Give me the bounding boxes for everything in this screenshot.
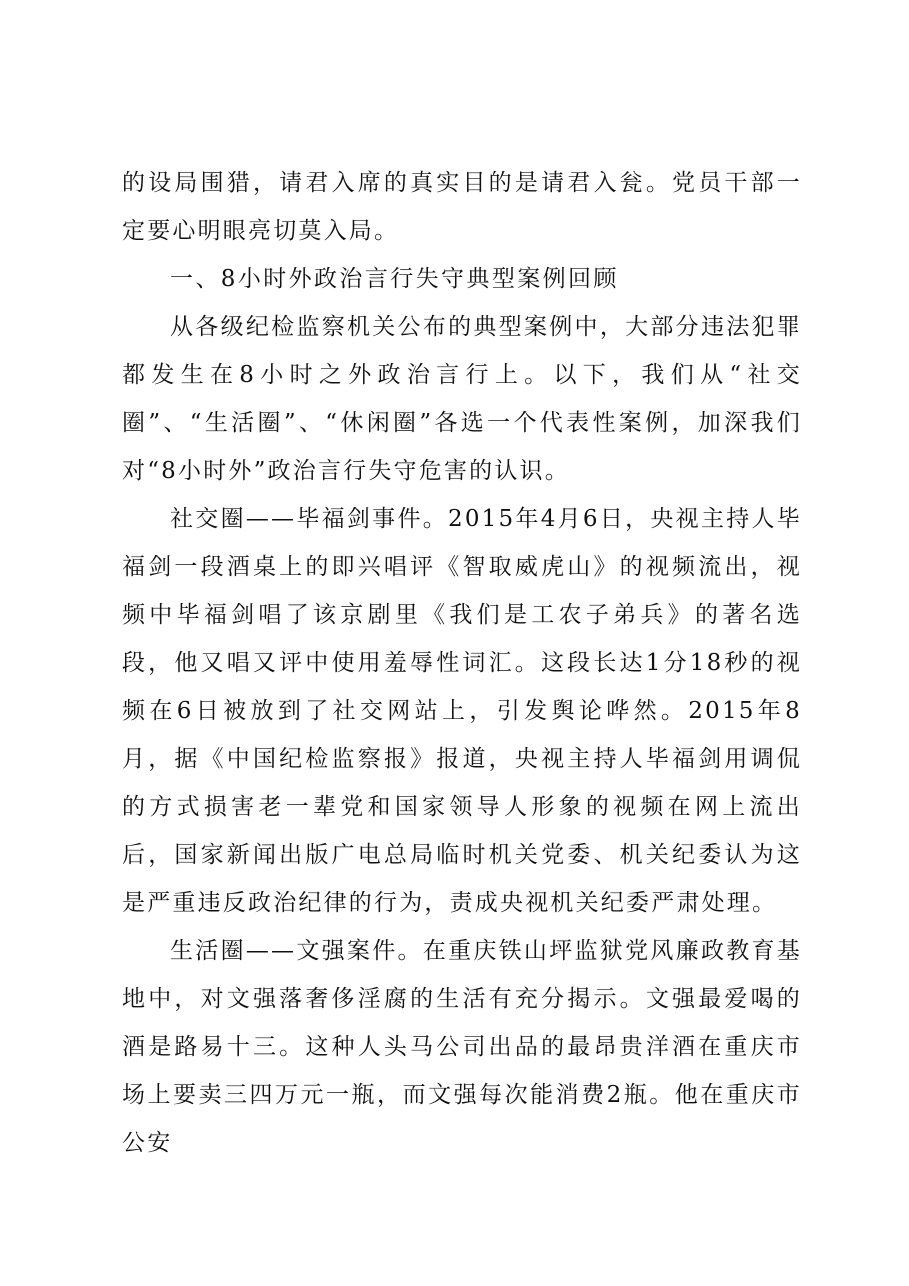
- document-body: [122, 159, 802, 1167]
- paragraph-life-case: 生活圈——文强案件。在重庆铁山坪监狱党风廉政教育基地中，对文强落奢侈淫腐的生活有充分揭示。文强最爱喝的酒是路易十三。这种人头马公司出品的最昂贵洋酒在重庆市场上要卖三四万元一瓶，而文强每次能消费2瓶。他在重庆市公安: [122, 938, 802, 1156]
- paragraph-social-case: 社交圈——毕福剑事件。2015年4月6日，央视主持人毕福剑一段酒桌上的即兴唱评《智取威虎山》的视频流出，视频中毕福剑唱了该京剧里《我们是工农子弟兵》的著名选段，他又唱又评中使用羞辱性词汇。这段长达1分18秒的视频在6日被放到了社交网站上，引发舆论哗然。2015年8月，据《中国纪检监察报》报道，央视主持人毕福剑用调侃的方式损害老一辈党和国家领导人形象的视频在网上流出后，国家新闻出版广电总局临时机关党委、机关纪委认为这是严重违反政治纪律的行为，责成央视机关纪委严肃处理。: [122, 506, 802, 916]
- section-heading: 一、8小时外政治言行失守典型案例回顾: [170, 266, 619, 292]
- paragraph-continuation: 的设局围猎，请君入席的真实目的是请君入瓮。党员干部一定要心明眼亮切莫入局。: [122, 170, 802, 244]
- paragraph-intro: 从各级纪检监察机关公布的典型案例中，大部分违法犯罪都发生在8小时之外政治言行上。以下，我们从“社交圈”、“生活圈”、“休闲圈”各选一个代表性案例，加深我们对“8小时外”政治言行失守危害的认识。: [122, 314, 802, 484]
